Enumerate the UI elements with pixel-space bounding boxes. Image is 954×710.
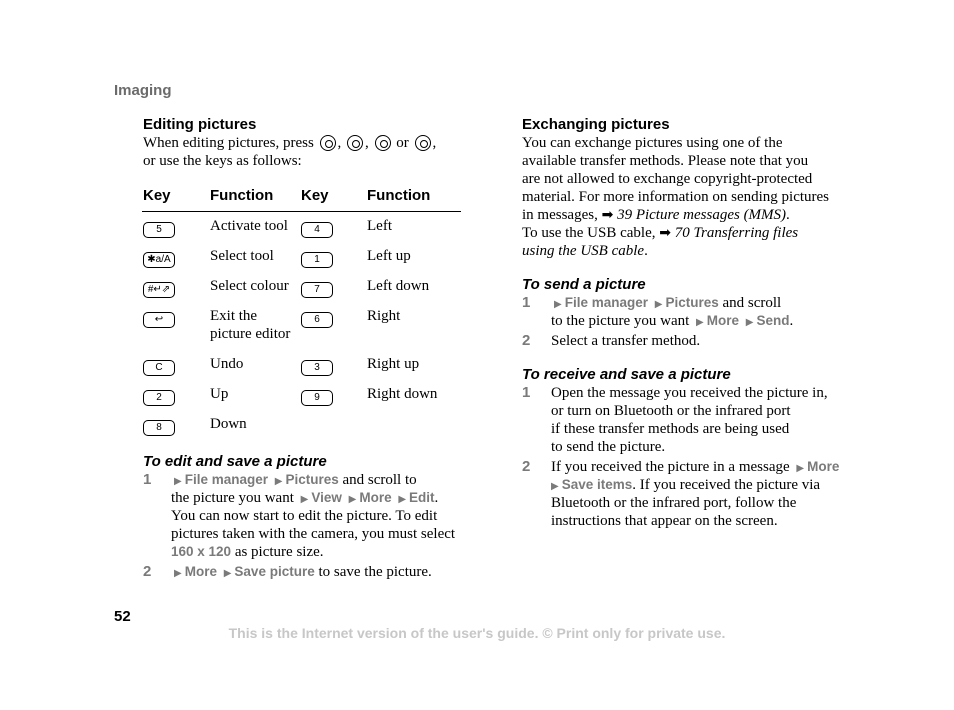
receive-step-2-line-2 (551, 476, 820, 496)
table-header-function-1: Function (210, 187, 274, 204)
step-1-line-4: pictures taken with the camera, you must select (171, 526, 456, 542)
table-row (301, 387, 333, 406)
function-cell: Activate tool (210, 218, 288, 234)
table-header-rule (142, 211, 461, 212)
receive-step-1-line-1: Open the message you received the picture in, (551, 385, 828, 401)
function-cell: Left (367, 218, 392, 234)
function-cell: Left up (367, 248, 411, 264)
intro-line-2: or use the keys as follows: (143, 153, 302, 169)
footer-notice: This is the Internet version of the user's guide. © Print only for private use. (228, 625, 726, 641)
paragraph-line: You can exchange pictures using one of the (522, 135, 783, 151)
table-row (301, 219, 333, 238)
table-row (143, 417, 175, 436)
step-1-line-2 (171, 489, 438, 509)
function-cell: Select colour (210, 278, 289, 294)
usb-reference-link[interactable]: 70 Transferring files (674, 225, 799, 241)
step-number: 2 (143, 563, 152, 580)
step-text: . (789, 313, 794, 329)
step-text: . (434, 490, 439, 506)
menu-arrow-icon: ▶ (174, 476, 182, 487)
menu-pictures: Pictures (665, 295, 719, 310)
receive-step-1-line-2: or turn on Bluetooth or the infrared port (551, 403, 791, 419)
menu-arrow-icon: ▶ (398, 494, 407, 505)
intro-separator: , (337, 135, 342, 151)
menu-view: View (311, 490, 342, 505)
intro-separator: , (432, 135, 437, 151)
function-cell: Right up (367, 356, 420, 372)
table-row (301, 279, 333, 298)
nav-left-key-icon (375, 135, 391, 151)
menu-more: More (184, 564, 217, 579)
menu-arrow-icon: ▶ (300, 494, 309, 505)
paragraph-line (522, 242, 648, 260)
function-cell: Right (367, 308, 401, 324)
paragraph-line: material. For more information on sending pictures (522, 189, 830, 205)
intro-line-1 (143, 134, 436, 152)
table-row (301, 357, 333, 376)
menu-send: Send (756, 313, 790, 328)
step-text: and scroll (722, 295, 782, 311)
step-text: to the picture you want (551, 313, 690, 329)
intro-separator: , (365, 135, 369, 151)
key-8-icon: 8 (143, 420, 175, 436)
menu-file-manager: File manager (564, 295, 648, 310)
mms-reference-link[interactable]: 39 Picture messages (MMS) (617, 207, 787, 223)
menu-edit: Edit (409, 490, 435, 505)
edit-save-procedure-title: To edit and save a picture (143, 453, 327, 470)
function-cell: Right down (367, 386, 438, 402)
step-1-line-1 (171, 471, 417, 491)
menu-arrow-icon: ▶ (796, 463, 805, 474)
menu-more: More (807, 459, 840, 474)
menu-arrow-icon: ▶ (223, 568, 232, 579)
paragraph-line: are not allowed to exchange copyright-protected (522, 171, 813, 187)
table-row (143, 309, 175, 328)
usb-reference-link-cont[interactable]: using the USB cable (522, 243, 645, 259)
menu-arrow-icon: ▶ (745, 317, 754, 328)
table-row (143, 249, 175, 268)
key-back-icon: ↩ (143, 312, 175, 328)
key-5-icon: 5 (143, 222, 175, 238)
function-cell: Down (210, 416, 247, 432)
menu-arrow-icon: ▶ (174, 568, 182, 579)
menu-save-picture: Save picture (234, 564, 315, 579)
table-row (143, 387, 175, 406)
menu-arrow-icon: ▶ (274, 476, 283, 487)
picture-size-value: 160 x 120 (171, 544, 232, 559)
step-text: as picture size. (234, 544, 324, 560)
send-step-1-line-1 (551, 294, 781, 314)
page-number: 52 (114, 608, 131, 625)
menu-arrow-icon: ▶ (554, 299, 562, 310)
table-header-function-2: Function (367, 187, 431, 204)
nav-down-key-icon (347, 135, 363, 151)
key-hash-icon: #↵⇗ (143, 282, 175, 298)
receive-step-1-line-3: if these transfer methods are being used (551, 421, 790, 437)
step-number: 1 (522, 294, 531, 311)
step-text: If you received the picture in a message (551, 459, 790, 475)
menu-pictures: Pictures (285, 472, 339, 487)
step-2-line-1 (171, 563, 432, 583)
key-1-icon: 1 (301, 252, 333, 268)
key-2-icon: 2 (143, 390, 175, 406)
function-cell: picture editor (210, 326, 291, 342)
menu-arrow-icon: ▶ (696, 317, 704, 328)
exchanging-pictures-heading: Exchanging pictures (522, 116, 670, 133)
key-star-icon: ✱a/A (143, 252, 175, 268)
menu-save-items: Save items (561, 477, 633, 492)
section-label: Imaging (114, 82, 172, 99)
step-text: and scroll to (342, 472, 417, 488)
step-text: to save the picture. (318, 564, 432, 580)
receive-step-2-line-1 (551, 458, 839, 478)
function-cell: Exit the (210, 308, 258, 324)
menu-arrow-icon: ▶ (348, 494, 357, 505)
function-cell: Undo (210, 356, 244, 372)
key-4-icon: 4 (301, 222, 333, 238)
paragraph-line (522, 224, 798, 242)
key-7-icon: 7 (301, 282, 333, 298)
key-c-icon: C (143, 360, 175, 376)
paragraph-text: . (644, 243, 648, 259)
paragraph-text: in messages, (522, 207, 598, 223)
key-9-icon: 9 (301, 390, 333, 406)
menu-more: More (359, 490, 392, 505)
step-1-line-5 (171, 543, 324, 561)
key-6-icon: 6 (301, 312, 333, 328)
menu-arrow-icon: ▶ (551, 481, 559, 492)
receive-step-1-line-4: to send the picture. (551, 439, 666, 455)
paragraph-line (522, 206, 790, 224)
reference-arrow-icon: ➡ (601, 207, 614, 223)
paragraph-text: To use the USB cable, (522, 225, 656, 241)
send-step-1-line-2 (551, 312, 793, 332)
intro-or: or (396, 135, 409, 151)
nav-up-key-icon (320, 135, 336, 151)
receive-step-2-line-4: instructions that appear on the screen. (551, 513, 778, 529)
table-row (143, 279, 175, 298)
step-text: . If you received the picture via (632, 477, 821, 493)
intro-text: When editing pictures, press (143, 135, 314, 151)
step-number: 2 (522, 458, 531, 475)
table-row (143, 357, 175, 376)
receive-step-2-line-3: Bluetooth or the infrared port, follow the (551, 495, 797, 511)
send-procedure-title: To send a picture (522, 276, 646, 293)
send-step-2: Select a transfer method. (551, 333, 701, 349)
table-row (301, 249, 333, 268)
editing-pictures-heading: Editing pictures (143, 116, 257, 133)
step-text: the picture you want (171, 490, 294, 506)
menu-file-manager: File manager (184, 472, 268, 487)
step-number: 1 (143, 471, 152, 488)
key-3-icon: 3 (301, 360, 333, 376)
table-header-key-2: Key (301, 187, 329, 204)
table-row (143, 219, 175, 238)
paragraph-text: . (786, 207, 790, 223)
function-cell: Select tool (210, 248, 274, 264)
menu-arrow-icon: ▶ (654, 299, 663, 310)
receive-procedure-title: To receive and save a picture (522, 366, 731, 383)
reference-arrow-icon: ➡ (659, 225, 671, 241)
step-1-line-3: You can now start to edit the picture. To edit (171, 508, 438, 524)
nav-right-key-icon (415, 135, 431, 151)
function-cell: Up (210, 386, 229, 402)
table-header-key-1: Key (143, 187, 171, 204)
menu-more: More (706, 313, 740, 328)
paragraph-line: available transfer methods. Please note that you (522, 153, 809, 169)
step-number: 2 (522, 332, 531, 349)
table-row (301, 309, 333, 328)
function-cell: Left down (367, 278, 430, 294)
step-number: 1 (522, 384, 531, 401)
